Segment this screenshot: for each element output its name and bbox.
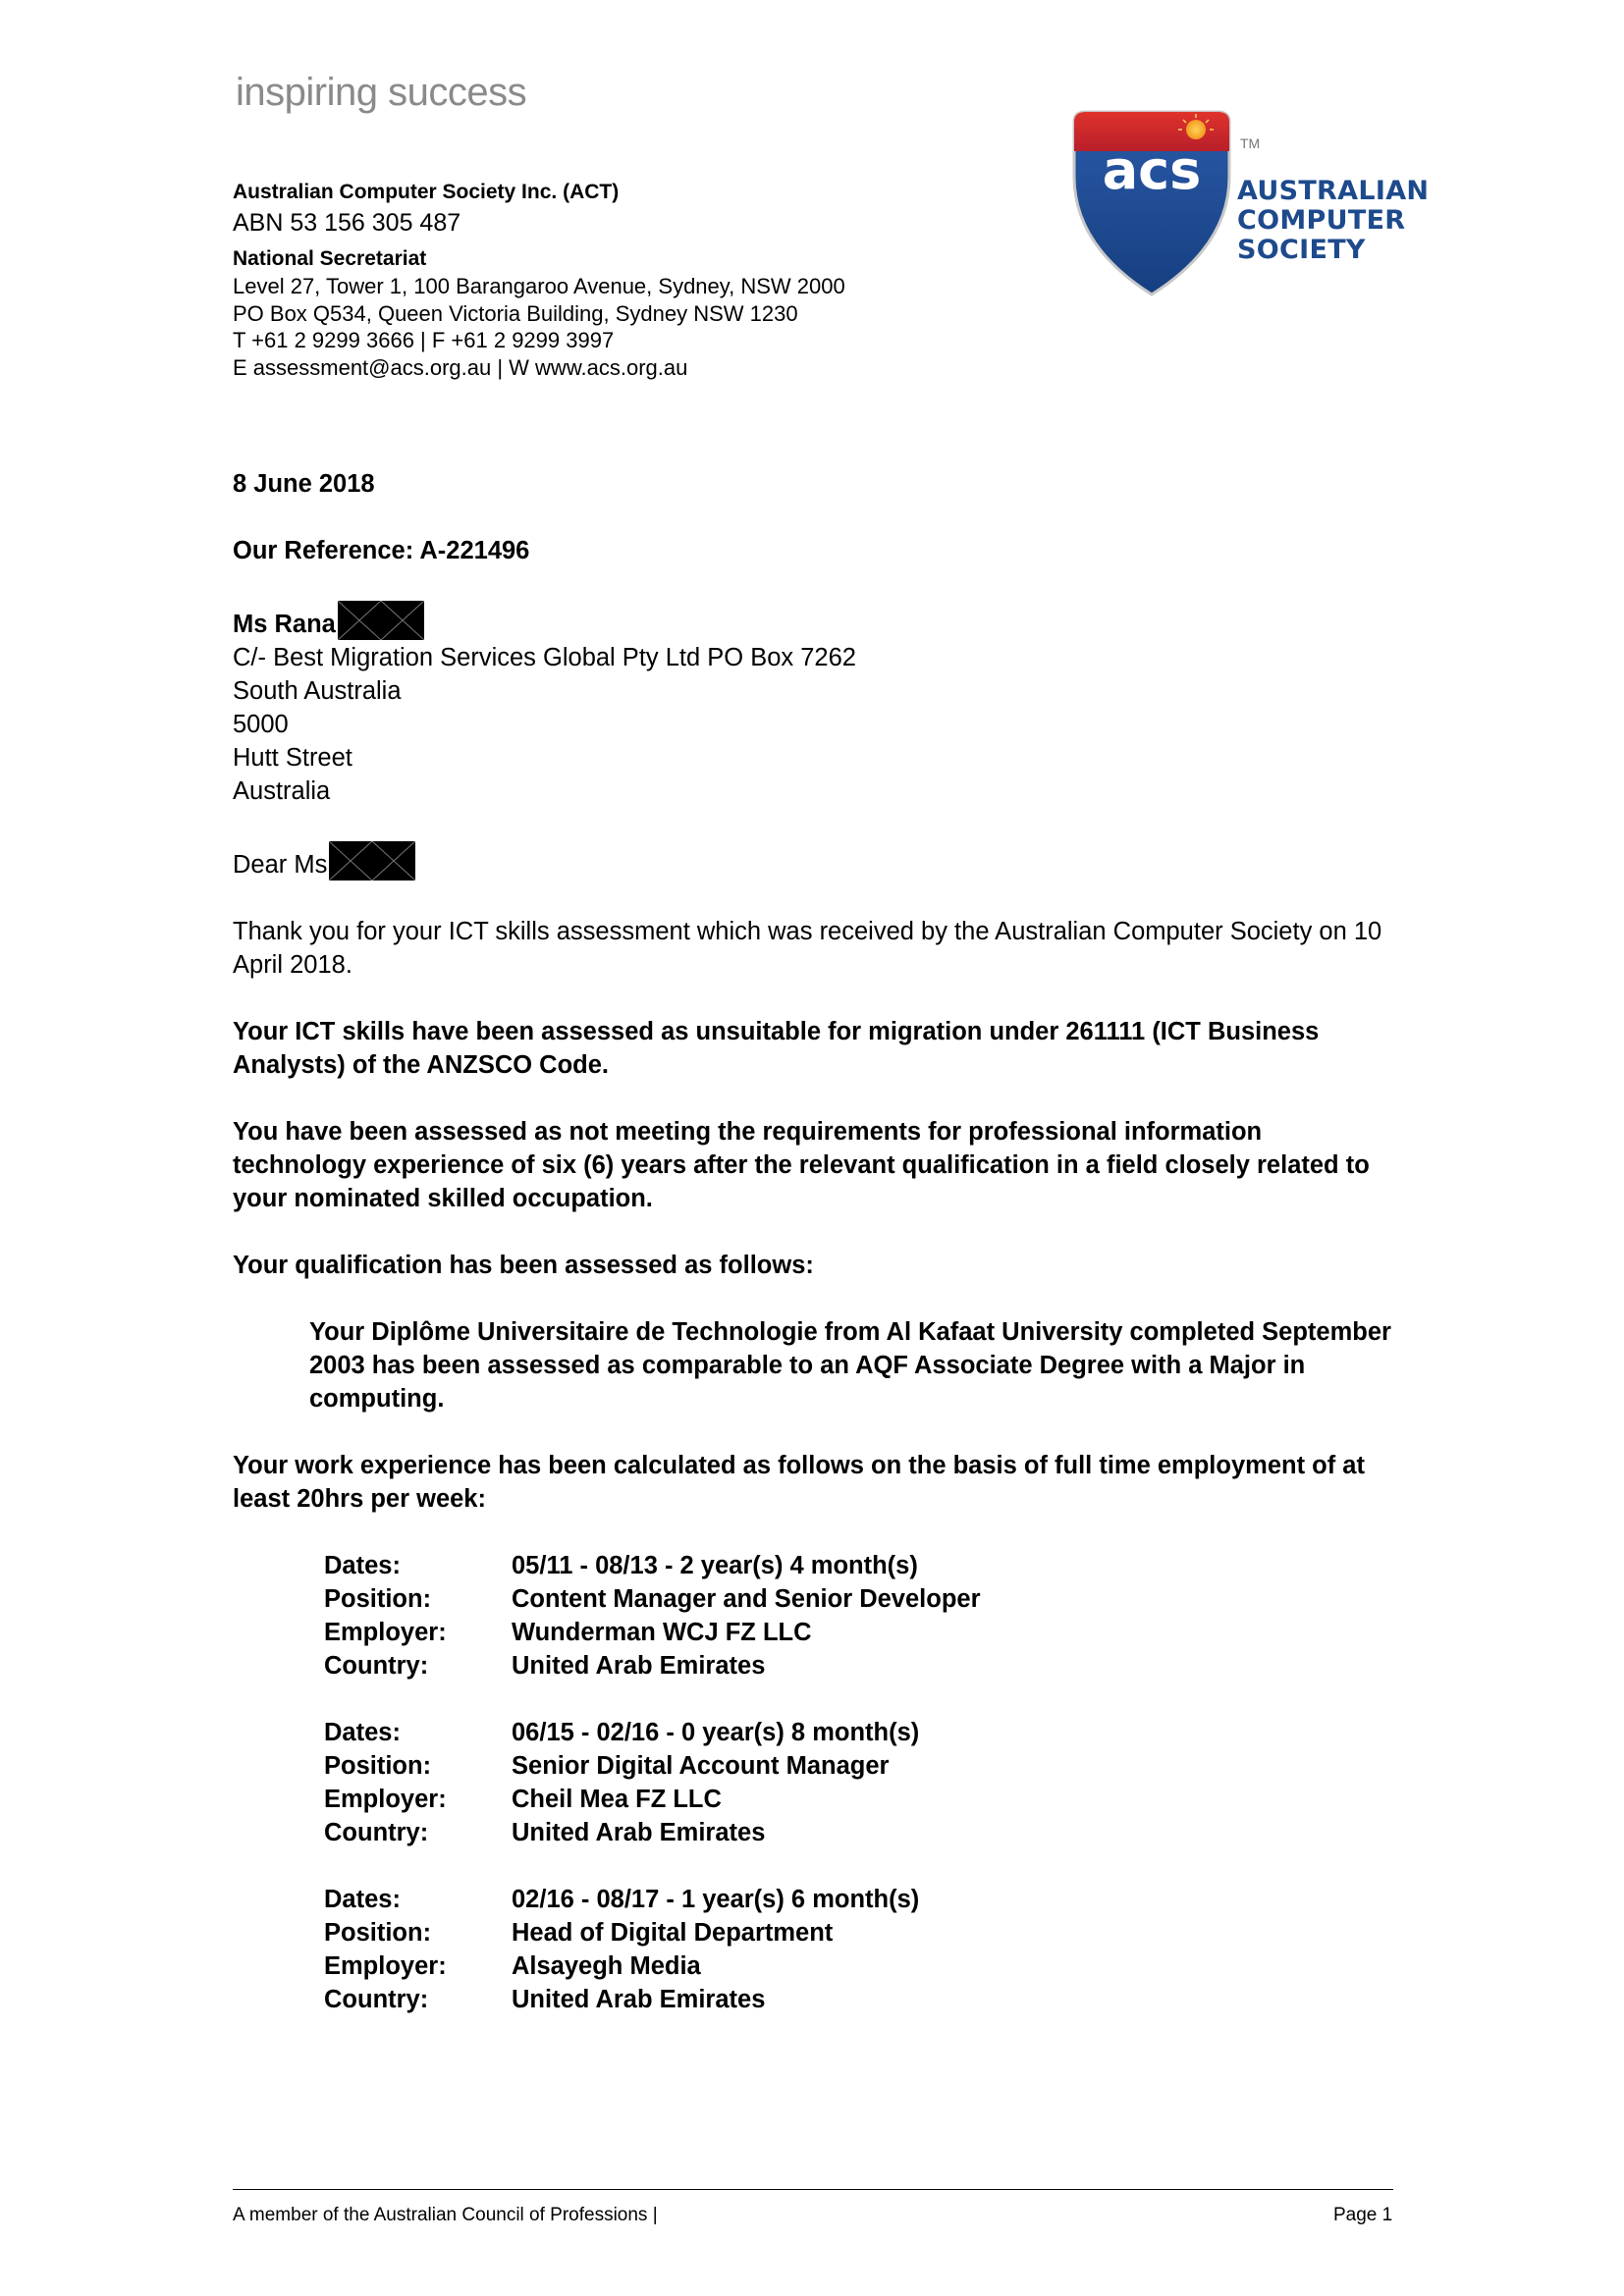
- qualification-heading: Your qualification has been assessed as follows:: [233, 1252, 814, 1279]
- label-employer: Employer:: [324, 1786, 447, 1813]
- work-experience-heading: Your work experience has been calculated as follows on the basis of full time employment of at least 20hrs per week:: [233, 1452, 1365, 1513]
- label-dates: Dates:: [324, 1719, 401, 1746]
- work-country: United Arab Emirates: [512, 1819, 766, 1846]
- table-row: [324, 1916, 981, 1949]
- table-row: [324, 1816, 981, 1849]
- table-row: [324, 1582, 981, 1616]
- table-row: [324, 1949, 981, 1983]
- email-web-line: E assessment@acs.org.au | W www.acs.org.au: [233, 354, 688, 380]
- logo-name-line: AUSTRALIAN: [1237, 176, 1430, 206]
- logo-name-line: SOCIETY: [1237, 235, 1366, 265]
- recipient-name: Ms Rana: [233, 611, 336, 638]
- table-row: [324, 1983, 981, 2016]
- label-dates: Dates:: [324, 1886, 401, 1913]
- label-position: Position:: [324, 1919, 432, 1947]
- label-position: Position:: [324, 1752, 432, 1780]
- intro-paragraph: Thank you for your ICT skills assessment which was received by the Australian Computer Society on 10 April 2018.: [233, 918, 1382, 979]
- work-employer: Wunderman WCJ FZ LLC: [512, 1619, 812, 1646]
- recipient-address-line: Hutt Street: [233, 744, 352, 772]
- logo-name: [1237, 177, 1429, 265]
- work-experience-table: [324, 1549, 981, 2016]
- work-country: United Arab Emirates: [512, 1986, 766, 2013]
- work-employer: Cheil Mea FZ LLC: [512, 1786, 722, 1813]
- work-country: United Arab Emirates: [512, 1652, 766, 1680]
- salutation: Dear Ms: [233, 851, 328, 879]
- logo-name-line: COMPUTER: [1237, 205, 1406, 236]
- label-country: Country:: [324, 1819, 429, 1846]
- label-country: Country:: [324, 1986, 429, 2013]
- recipient-name-line: [233, 601, 1391, 641]
- table-row: [324, 1649, 981, 1682]
- qualification-detail: Your Diplôme Universitaire de Technologie from Al Kafaat University completed September 2003 has been assessed as comparable to an AQF Associate Degree with a Major in computing.: [309, 1318, 1391, 1413]
- page-number: Page 1: [1333, 2205, 1393, 2225]
- logo-wordmark: acs: [1102, 139, 1202, 201]
- secretariat-heading: National Secretariat: [233, 247, 427, 270]
- work-dates: 05/11 - 08/13 - 2 year(s) 4 month(s): [512, 1552, 918, 1579]
- letter-body: [233, 467, 1391, 2016]
- recipient-address-line: South Australia: [233, 677, 402, 705]
- label-dates: Dates:: [324, 1552, 401, 1579]
- redaction-box-icon: [329, 841, 415, 881]
- footer-divider: [233, 2189, 1393, 2190]
- organisation-details: [233, 179, 845, 381]
- organisation-name: Australian Computer Society Inc. (ACT): [233, 181, 620, 203]
- work-employer: Alsayegh Media: [512, 1952, 701, 1980]
- work-position: Senior Digital Account Manager: [512, 1752, 890, 1780]
- footer-membership: A member of the Australian Council of Professions |: [233, 2205, 658, 2225]
- address-line: PO Box Q534, Queen Victoria Building, Sydney NSW 1230: [233, 300, 798, 326]
- table-row: [324, 1749, 981, 1783]
- tagline: inspiring success: [236, 71, 527, 114]
- table-row: [324, 1616, 981, 1649]
- letter-date: 8 June 2018: [233, 470, 375, 498]
- table-row: [324, 1783, 981, 1816]
- label-employer: Employer:: [324, 1952, 447, 1980]
- label-country: Country:: [324, 1652, 429, 1680]
- work-position: Content Manager and Senior Developer: [512, 1585, 981, 1613]
- redaction-box-icon: [338, 601, 424, 640]
- label-employer: Employer:: [324, 1619, 447, 1646]
- reference-number: Our Reference: A-221496: [233, 537, 530, 564]
- salutation-line: [233, 841, 1391, 881]
- address-line: Level 27, Tower 1, 100 Barangaroo Avenue, Sydney, NSW 2000: [233, 274, 845, 298]
- label-position: Position:: [324, 1585, 432, 1613]
- work-position: Head of Digital Department: [512, 1919, 834, 1947]
- work-dates: 02/16 - 08/17 - 1 year(s) 6 month(s): [512, 1886, 920, 1913]
- recipient-address-line: Australia: [233, 777, 331, 805]
- work-dates: 06/15 - 02/16 - 0 year(s) 8 month(s): [512, 1719, 920, 1746]
- table-row: [324, 1549, 981, 1582]
- table-row: [324, 1716, 981, 1749]
- recipient-address-line: 5000: [233, 711, 289, 738]
- requirements-paragraph: You have been assessed as not meeting the requirements for professional information technology experience of six (6) years after the relevant qualification in a field closely related to your nominated skilled occupation.: [233, 1118, 1370, 1212]
- result-paragraph: Your ICT skills have been assessed as unsuitable for migration under 261111 (ICT Business Analysts) of the ANZSCO Code.: [233, 1018, 1320, 1079]
- organisation-abn: ABN 53 156 305 487: [233, 209, 461, 237]
- trademark-mark: TM: [1240, 135, 1261, 151]
- table-row: [324, 1883, 981, 1916]
- phone-fax-line: T +61 2 9299 3666 | F +61 2 9299 3997: [233, 328, 615, 352]
- recipient-address-line: C/- Best Migration Services Global Pty Ltd PO Box 7262: [233, 644, 856, 671]
